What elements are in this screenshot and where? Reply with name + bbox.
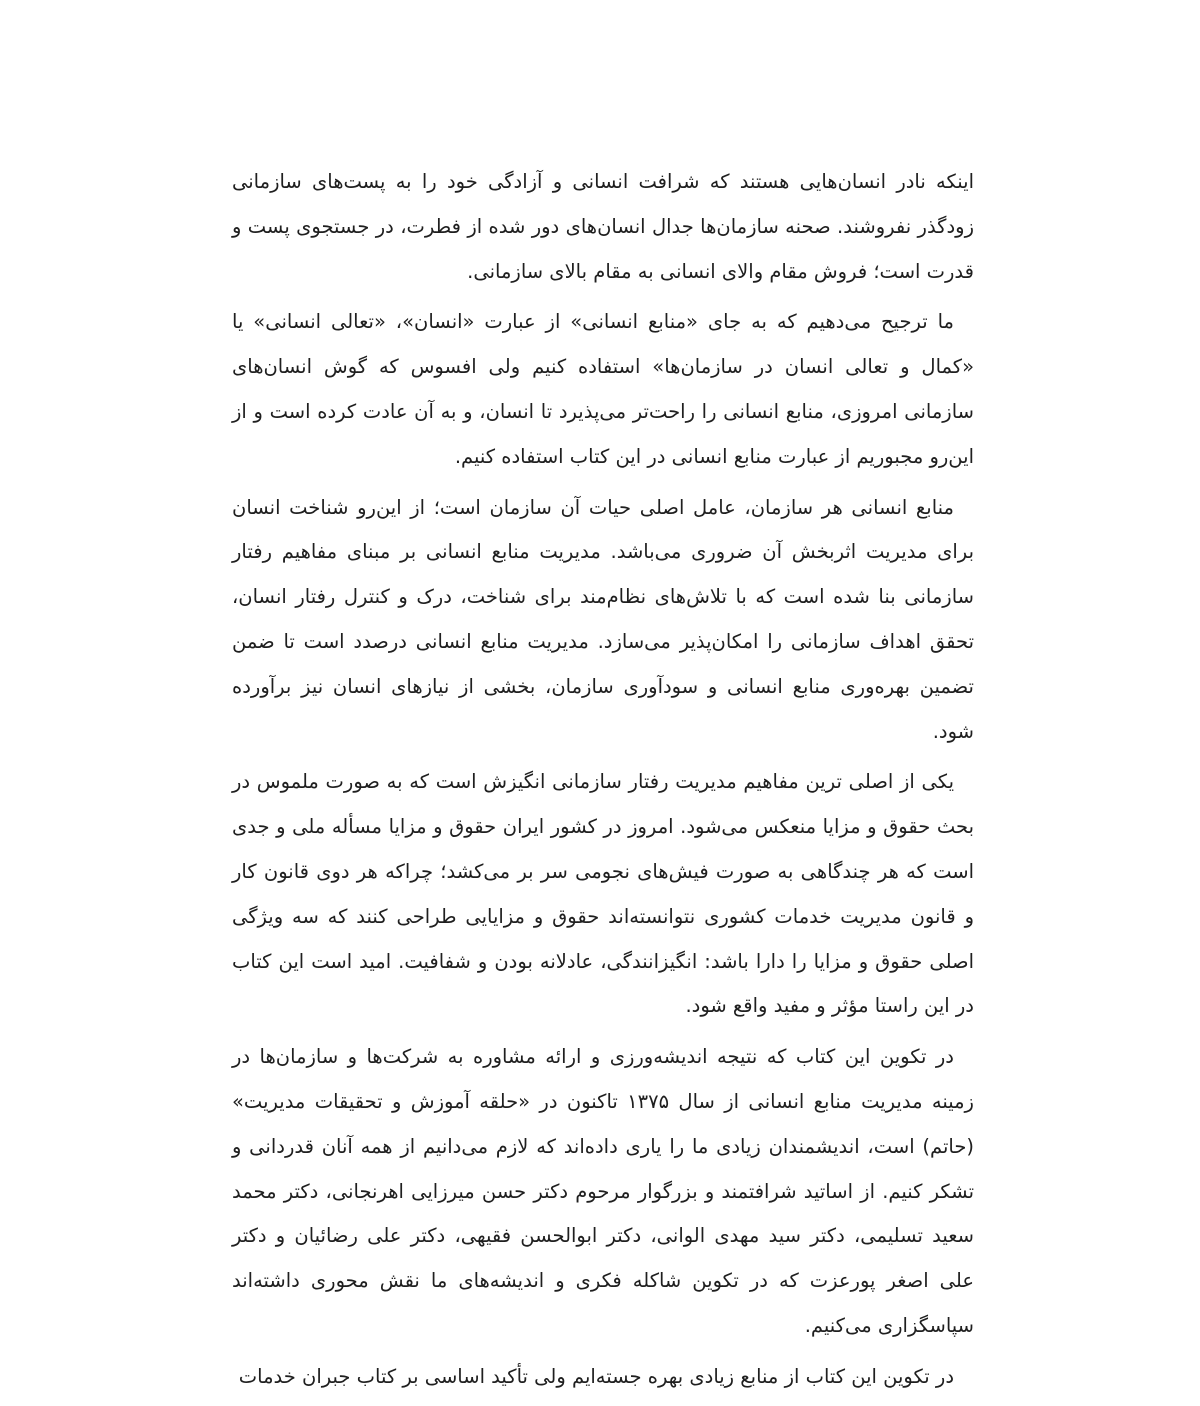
paragraph: در تکوین این کتاب از منابع زیادی بهره جسته‌ایم ولی تأکید اساسی بر کتاب جبران خدمات (238, 1364, 954, 1388)
body-text (232, 160, 974, 1406)
paragraph: یکی از اصلی ترین مفاهیم مدیریت رفتار سازمانی انگیزش است که به صورت ملموس در بحث حقوق و مزایا منعکس می‌شود. امروز در کشور ایران حقوق و مزایا مسأله ملی و جدی است که هر چندگاهی به صورت فیش‌های نجومی سر بر می‌کشد؛ چراکه هر دوی قانون کار و قانون مدیریت خدمات کشوری نتوانسته‌اند حقوق و مزایایی طراحی کنند که سه ویژگی اصلی حقوق و مزایا را دارا باشد: انگیزانندگی، عادلانه بودن و شفافیت. امید است این کتاب در این راستا مؤثر و مفید واقع شود. (232, 770, 974, 1018)
paragraph: اینکه نادر انسان‌هایی هستند که شرافت انسانی و آزادگی خود را به پست‌های سازمانی زودگذر نفروشند. صحنه سازمان‌ها جدال انسان‌های دور شده از فطرت، در جستجوی پست و قدرت است؛ فروش مقام والای انسانی به مقام بالای سازمانی. (232, 170, 974, 283)
paragraph: در تکوین این کتاب که نتیجه اندیشه‌ورزی و ارائه مشاوره به شرکت‌ها و سازمان‌ها در زمینه مدیریت منابع انسانی از سال ۱۳۷۵ تاکنون در «حلقه آموزش و تحقیقات مدیریت» (حاتم) است، اندیشمندان زیادی ما را یاری داده‌اند که لازم می‌دانیم از همه آنان قدردانی و تشکر کنیم. از اساتید شرافتمند و بزرگوار مرحوم دکتر حسن میرزایی اهرنجانی، دکتر محمد سعید تسلیمی، دکتر سید مهدی الوانی، دکتر ابوالحسن فقیهی، دکتر علی رضائیان و دکتر علی اصغر پورعزت که در تکوین شاکله فکری و اندیشه‌های ما نقش محوری داشته‌اند سپاسگزاری می‌کنیم. (232, 1045, 974, 1337)
paragraph: ما ترجیح می‌دهیم که به جای «منابع انسانی» از عبارت «انسان»، «تعالی انسانی» یا «کمال و تعالی انسان در سازمان‌ها» استفاده کنیم ولی افسوس که گوش انسان‌های سازمانی امروزی، منابع انسانی را راحت‌تر می‌پذیرد تا انسان، و به آن عادت کرده است و از این‌رو مجبوریم از عبارت منابع انسانی در این کتاب استفاده کنیم. (232, 310, 974, 468)
paragraph: منابع انسانی هر سازمان، عامل اصلی حیات آن سازمان است؛ از این‌رو شناخت انسان برای مدیریت اثربخش آن ضروری می‌باشد. مدیریت منابع انسانی بر مبنای مفاهیم رفتار سازمانی بنا شده است که با تلاش‌های نظام‌مند برای شناخت، درک و کنترل رفتار انسان، تحقق اهداف سازمانی را امکان‌پذیر می‌سازد. مدیریت منابع انسانی درصدد است تا ضمن تضمین بهره‌وری منابع انسانی و سودآوری سازمان، بخشی از نیازهای انسان نیز برآورده شود. (232, 495, 974, 743)
